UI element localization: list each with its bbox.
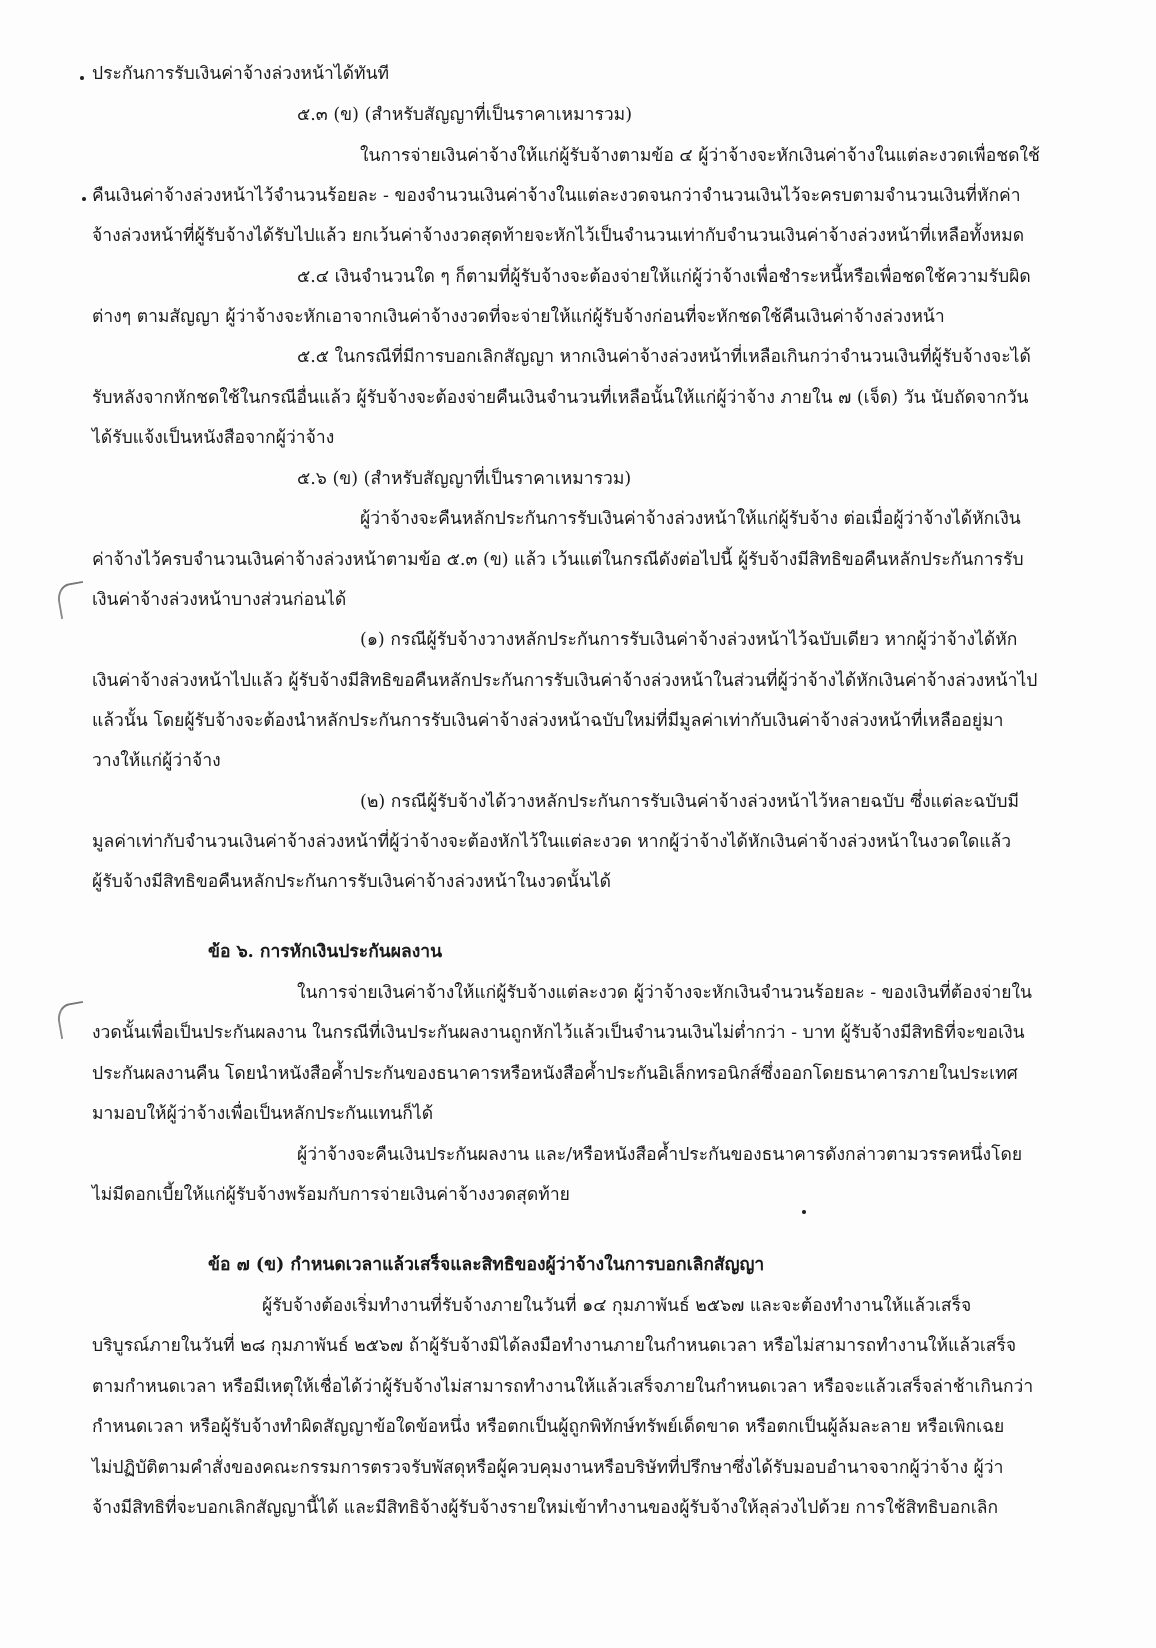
punch-hole-mark-lower — [55, 1001, 88, 1039]
scan-speck — [82, 197, 86, 201]
section-heading: ข้อ ๖. การหักเงินประกันผลงาน — [208, 942, 443, 962]
text-line: ในการจ่ายเงินค่าจ้างให้แก่ผู้รับจ้างแต่ละงวด ผู้ว่าจ้างจะหักเงินจำนวนร้อยละ - ของเงินที่ต้องจ่ายใน — [297, 983, 1032, 1003]
text-line: จ้างมีสิทธิที่จะบอกเลิกสัญญานี้ได้ และมีสิทธิจ้างผู้รับจ้างรายใหม่เข้าทำงานของผู้รับจ้างให้ลุล่วงไปด้วย การใช้สิทธิบอกเลิก — [92, 1498, 999, 1518]
scan-speck — [80, 76, 84, 80]
text-line: วางให้แก่ผู้ว่าจ้าง — [92, 751, 221, 771]
text-line: รับหลังจากหักชดใช้ในกรณีอื่นแล้ว ผู้รับจ้างจะต้องจ่ายคืนเงินจำนวนที่เหลือนั้นให้แก่ผู้ว่าจ้าง ภายใน ๗ (เจ็ด) วัน นับถัดจากวัน — [92, 388, 1029, 408]
text-line: มามอบให้ผู้ว่าจ้างเพื่อเป็นหลักประกันแทนก็ได้ — [92, 1104, 434, 1124]
text-line: ๕.๕ ในกรณีที่มีการบอกเลิกสัญญา หากเงินค่าจ้างล่วงหน้าที่เหลือเกินกว่าจำนวนเงินที่ผู้รับจ้างจะได้ — [297, 347, 1031, 367]
text-line: มูลค่าเท่ากับจำนวนเงินค่าจ้างล่วงหน้าที่ผู้ว่าจ้างจะต้องหักไว้ในแต่ละงวด หากผู้ว่าจ้างได้หักเงินค่าจ้างล่วงหน้าในงวดใดแล้ว — [92, 832, 1012, 852]
text-line: ผู้ว่าจ้างจะคืนเงินประกันผลงาน และ/หรือหนังสือค้ำประกันของธนาคารดังกล่าวตามวรรคหนึ่งโดย — [297, 1145, 1023, 1165]
text-line: ผู้รับจ้างมีสิทธิขอคืนหลักประกันการรับเงินค่าจ้างล่วงหน้าในงวดนั้นได้ — [92, 872, 612, 892]
text-line: ผู้รับจ้างต้องเริ่มทำงานที่รับจ้างภายในวันที่ ๑๔ กุมภาพันธ์ ๒๕๖๗ และจะต้องทำงานให้แล้วเสร็จ — [262, 1296, 972, 1316]
text-line: ๕.๖ (ข) (สำหรับสัญญาที่เป็นราคาเหมารวม) — [297, 469, 632, 489]
text-line: ค่าจ้างไว้ครบจำนวนเงินค่าจ้างล่วงหน้าตามข้อ ๕.๓ (ข) แล้ว เว้นแต่ในกรณีดังต่อไปนี้ ผู้รับจ้างมีสิทธิขอคืนหลักประกันการรับ — [92, 550, 1024, 570]
text-line: ในการจ่ายเงินค่าจ้างให้แก่ผู้รับจ้างตามข้อ ๔ ผู้ว่าจ้างจะหักเงินค่าจ้างในแต่ละงวดเพื่อชดใช้ — [360, 146, 1040, 166]
text-line: แล้วนั้น โดยผู้รับจ้างจะต้องนำหลักประกันการรับเงินค่าจ้างล่วงหน้าฉบับใหม่ที่มีมูลค่าเท่ากับเงินค่าจ้างล่วงหน้าที่เหลืออยู่มา — [92, 711, 1004, 731]
scan-speck — [802, 1210, 806, 1214]
text-line: คืนเงินค่าจ้างล่วงหน้าไว้จำนวนร้อยละ - ของจำนวนเงินค่าจ้างในแต่ละงวดจนกว่าจำนวนเงินไว้จะครบตามจำนวนเงินที่หักค่า — [92, 186, 1021, 206]
text-line: ต่างๆ ตามสัญญา ผู้ว่าจ้างจะหักเอาจากเงินค่าจ้างงวดที่จะจ่ายให้แก่ผู้รับจ้างก่อนที่จะหักชดใช้คืนเงินค่าจ้างล่วงหน้า — [92, 307, 945, 327]
text-line: ประกันการรับเงินค่าจ้างล่วงหน้าได้ทันที — [92, 64, 390, 84]
text-line: (๒) กรณีผู้รับจ้างได้วางหลักประกันการรับเงินค่าจ้างล่วงหน้าไว้หลายฉบับ ซึ่งแต่ละฉบับมี — [360, 792, 1019, 812]
text-line: ๕.๔ เงินจำนวนใด ๆ ก็ตามที่ผู้รับจ้างจะต้องจ่ายให้แก่ผู้ว่าจ้างเพื่อชำระหนี้หรือเพื่อชดใช้ความรับผิด — [297, 267, 1031, 287]
text-line: ไม่มีดอกเบี้ยให้แก่ผู้รับจ้างพร้อมกับการจ่ายเงินค่าจ้างงวดสุดท้าย — [92, 1185, 570, 1205]
text-line: ประกันผลงานคืน โดยนำหนังสือค้ำประกันของธนาคารหรือหนังสือค้ำประกันอิเล็กทรอนิกส์ซึ่งออกโดยธนาคารภายในประเทศ — [92, 1064, 1018, 1084]
text-line: กำหนดเวลา หรือผู้รับจ้างทำผิดสัญญาข้อใดข้อหนึ่ง หรือตกเป็นผู้ถูกพิทักษ์ทรัพย์เด็ดขาด หรือตกเป็นผู้ล้มละลาย หรือเพิกเฉย — [92, 1417, 1005, 1437]
text-line: ตามกำหนดเวลา หรือมีเหตุให้เชื่อได้ว่าผู้รับจ้างไม่สามารถทำงานให้แล้วเสร็จภายในกำหนดเวลา หรือจะแล้วเสร็จล่าช้าเกินกว่า — [92, 1377, 1034, 1397]
text-line: เงินค่าจ้างล่วงหน้าบางส่วนก่อนได้ — [92, 590, 347, 610]
text-line: ผู้ว่าจ้างจะคืนหลักประกันการรับเงินค่าจ้างล่วงหน้าให้แก่ผู้รับจ้าง ต่อเมื่อผู้ว่าจ้างได้หักเงิน — [360, 509, 1021, 529]
section-heading: ข้อ ๗ (ข) กำหนดเวลาแล้วเสร็จและสิทธิของผู้ว่าจ้างในการบอกเลิกสัญญา — [208, 1255, 765, 1275]
text-line: ไม่ปฏิบัติตามคำสั่งของคณะกรรมการตรวจรับพัสดุหรือผู้ควบคุมงานหรือบริษัทที่ปรึกษาซึ่งได้รับมอบอำนาจจากผู้ว่าจ้าง ผู้ว่า — [92, 1458, 1004, 1478]
text-line: บริบูรณ์ภายในวันที่ ๒๘ กุมภาพันธ์ ๒๕๖๗ ถ้าผู้รับจ้างมิได้ลงมือทำงานภายในกำหนดเวลา หรือไม่สามารถทำงานให้แล้วเสร็จ — [92, 1336, 1017, 1356]
text-line: ๕.๓ (ข) (สำหรับสัญญาที่เป็นราคาเหมารวม) — [297, 105, 633, 125]
text-line: เงินค่าจ้างล่วงหน้าไปแล้ว ผู้รับจ้างมีสิทธิขอคืนหลักประกันการรับเงินค่าจ้างล่วงหน้าในส่วนที่ผู้ว่าจ้างได้หักเงินค่าจ้างล่วงหน้าไป — [92, 671, 1038, 691]
text-line: (๑) กรณีผู้รับจ้างวางหลักประกันการรับเงินค่าจ้างล่วงหน้าไว้ฉบับเดียว หากผู้ว่าจ้างได้หัก — [360, 630, 1018, 650]
text-line: ได้รับแจ้งเป็นหนังสือจากผู้ว่าจ้าง — [92, 428, 335, 448]
text-line: จ้างล่วงหน้าที่ผู้รับจ้างได้รับไปแล้ว ยกเว้นค่าจ้างงวดสุดท้ายจะหักไว้เป็นจำนวนเท่ากับจำนวนเงินค่าจ้างล่วงหน้าที่เหลือทั้งหมด — [92, 226, 1025, 246]
text-line: งวดนั้นเพื่อเป็นประกันผลงาน ในกรณีที่เงินประกันผลงานถูกหักไว้แล้วเป็นจำนวนเงินไม่ต่ำกว่า - บาท ผู้รับจ้างมีสิทธิที่จะขอเงิน — [92, 1023, 1025, 1043]
punch-hole-mark-upper — [55, 581, 88, 619]
